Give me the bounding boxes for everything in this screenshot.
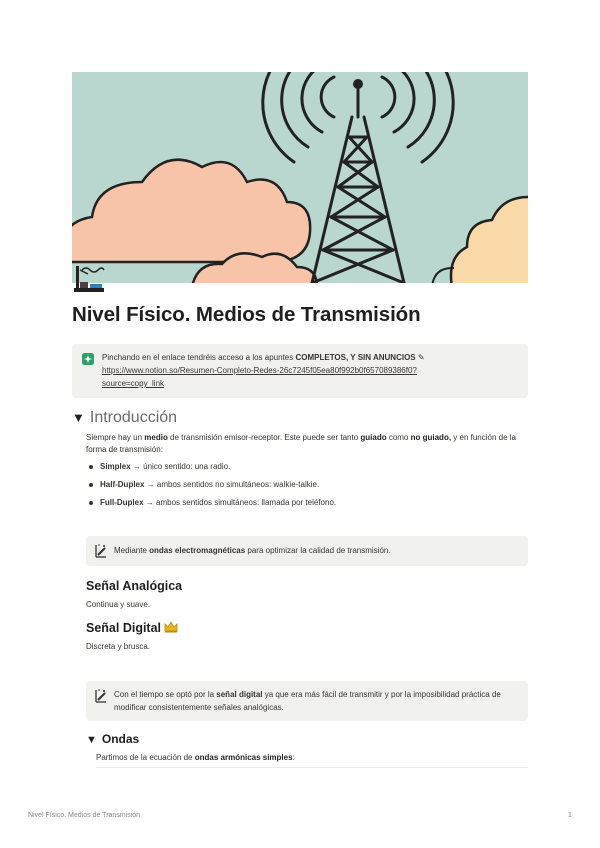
heading-senal-digital xyxy=(86,621,178,635)
heading-ondas[interactable] xyxy=(86,732,139,746)
list-item: Simplex → único sentido: una radio. xyxy=(86,461,336,479)
tower-page-icon xyxy=(74,264,106,294)
sparkle-icon xyxy=(82,352,94,364)
list-item: Full-Duplex → ambos sentidos simultáneos: llamada por teléfono. xyxy=(86,497,336,515)
radio-tower-illustration xyxy=(72,72,528,283)
senal-digital-callout: Con el tiempo se optó por la señal digital ya que era más fácil de transmitir y por la imposibilidad práctica de modificar consistentemente señales analógicas. xyxy=(86,681,528,721)
telescope-icon xyxy=(94,543,108,559)
page-number: 1 xyxy=(568,812,572,819)
notion-link-line1[interactable]: https://www.notion.so/Resumen-Completo-Redes-26c7245f05ea80f992b0f657089386f0? xyxy=(102,366,417,375)
callout-text xyxy=(102,351,512,390)
crown-icon xyxy=(164,621,178,633)
notion-link-callout xyxy=(72,344,528,398)
senal-digital-text: Discreta y brusca. xyxy=(86,642,151,651)
senal-analogica-text: Continua y suave. xyxy=(86,600,151,609)
heading-senal-digital-label: Señal Digital xyxy=(86,621,162,635)
heading-introduccion-label: Introducción xyxy=(89,409,178,426)
cover-image xyxy=(72,72,528,283)
heading-senal-analogica: Señal Analógica xyxy=(86,579,183,593)
callout-text-bold: COMPLETOS, Y SIN ANUNCIOS xyxy=(295,353,416,362)
transmission-mode-list xyxy=(86,461,336,515)
notion-link[interactable] xyxy=(102,366,417,388)
intro-paragraph: Siempre hay un medio de transmisión emisor-receptor. Este puede ser tanto guiado como no guiado, y en función de la forma de transmisión: xyxy=(86,433,516,454)
notion-link-line2[interactable]: source=copy_link xyxy=(102,379,165,388)
list-item: Half-Duplex → ambos sentidos no simultáneos: walkie-talkie. xyxy=(86,479,336,497)
toggle-triangle-icon[interactable]: ▼ xyxy=(72,410,85,425)
telescope-icon xyxy=(94,688,108,704)
divider xyxy=(96,767,528,768)
pointing-hand-icon: ✎ xyxy=(417,353,425,362)
ondas-text: Partimos de la ecuación de ondas armónicas simples: xyxy=(96,753,295,762)
heading-ondas-label: Ondas xyxy=(101,732,140,746)
footer-title: Nivel Físico. Medios de Transmisión xyxy=(28,812,141,819)
ondas-callout: Mediante ondas electromagnéticas para optimizar la calidad de transmisión. xyxy=(86,536,528,566)
callout-text-intro: Pinchando en el enlace tendréis acceso a los apuntes xyxy=(102,353,296,362)
page-title: Nivel Físico. Medios de Transmisión xyxy=(72,303,421,326)
heading-introduccion[interactable] xyxy=(72,409,177,427)
toggle-triangle-icon[interactable]: ▼ xyxy=(86,734,97,746)
